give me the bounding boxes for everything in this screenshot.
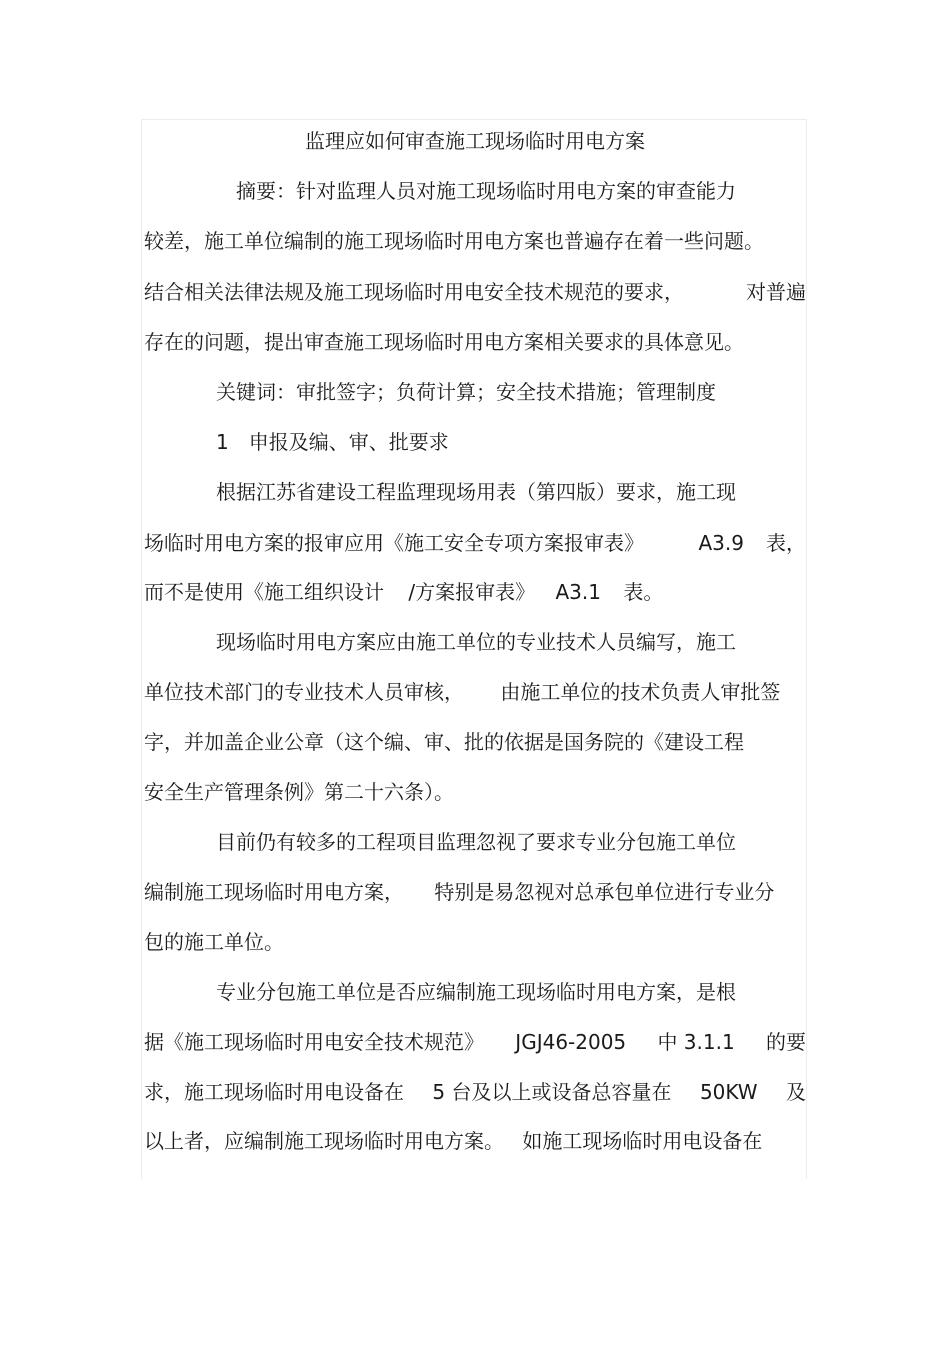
document-title: 监理应如何审查施工现场临时用电方案 [305,129,645,153]
text-segment: 特别是易忽视对总承包单位进行专业分 [434,880,775,904]
paragraph-2-line-1: 现场临时用电方案应由施工单位的专业技术人员编写，施工 [216,630,736,654]
paragraph-4-line-3 [144,1077,806,1107]
paragraph-4-line-4 [144,1126,806,1156]
paragraph-3-line-1: 目前仍有较多的工程项目监理忽视了要求专业分包施工单位 [216,830,736,854]
paragraph-2-line-2 [144,677,806,707]
text-segment: 而不是使用《施工组织设计 [144,580,384,604]
abstract-line-2: 较差，施工单位编制的施工现场临时用电方案也普遍存在着一些问题。 [144,229,764,253]
text-segment: 中 3.1.1 [657,1030,735,1054]
paragraph-1-line-1: 根据江苏省建设工程监理现场用表（第四版）要求，施工现 [216,480,736,504]
abstract-line-1: 摘要：针对监理人员对施工现场临时用电方案的审查能力 [236,179,736,203]
text-segment: 50KW [699,1080,758,1104]
section-heading-1: 1 申报及编、审、批要求 [216,430,449,454]
text-segment: 编制施工现场临时用电方案， [144,880,404,904]
text-segment: 以上者，应编制施工现场临时用电方案。 [144,1129,504,1153]
abstract-line-4: 存在的问题，提出审查施工现场临时用电方案相关要求的具体意见。 [144,330,744,354]
keywords-line: 关键词：审批签字；负荷计算；安全技术措施；管理制度 [216,380,716,404]
text-segment: A3.1 [555,580,601,604]
paragraph-1-line-3 [144,577,806,607]
paragraph-4-line-2 [144,1027,806,1057]
text-segment: 5 台及以上或设备总容量在 [432,1080,672,1104]
text-segment: 及 [786,1080,806,1104]
abstract-line-3 [144,277,806,307]
text-segment: 求，施工现场临时用电设备在 [144,1080,404,1104]
text-segment: 由施工单位的技术负责人审批签 [500,680,781,704]
text-segment: 表， [766,531,806,555]
text-segment: 对普遍 [746,280,806,304]
text-segment: 场临时用电方案的报审应用《施工安全专项方案报审表》 [144,531,644,555]
text-segment: 据《施工现场临时用电安全技术规范》 [144,1030,484,1054]
text-segment: 的要 [766,1030,806,1054]
paragraph-3-line-2 [144,877,806,907]
text-segment: 如施工现场临时用电设备在 [522,1129,763,1153]
paragraph-2-line-3: 字，并加盖企业公章（这个编、审、批的依据是国务院的《建设工程 [144,730,744,754]
text-segment: A3.9 [698,531,744,555]
text-segment: 结合相关法律法规及施工现场临时用电安全技术规范的要求， [144,280,684,304]
text-segment: /方案报审表》 [408,580,536,604]
text-segment: JGJ46-2005 [515,1030,627,1054]
paragraph-2-line-4: 安全生产管理条例》第二十六条）。 [144,780,454,804]
paragraph-1-line-2 [144,528,806,558]
paragraph-4-line-1: 专业分包施工单位是否应编制施工现场临时用电方案，是根 [216,980,736,1004]
text-segment: 表。 [623,580,664,604]
paragraph-3-line-3: 包的施工单位。 [144,930,284,954]
text-segment: 单位技术部门的专业技术人员审核， [144,680,464,704]
